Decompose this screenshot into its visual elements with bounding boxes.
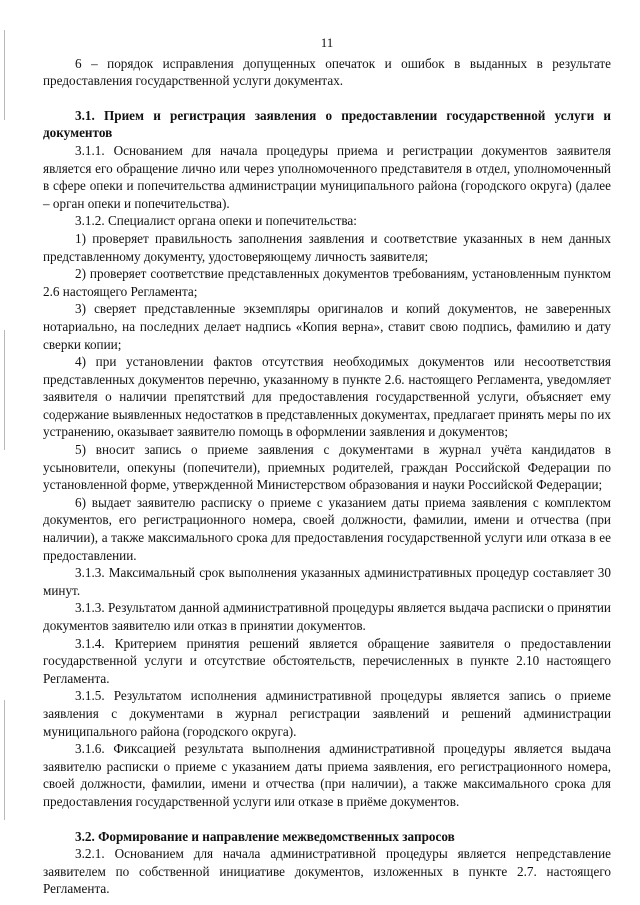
paragraph-3-1-4: 3.1.4. Критерием принятия решений является обращение заявителя о предоставлении государственной услуги и отсутствие обстоятельств, перечисленных в пункте 2.10 настоящего Регламента. <box>43 635 611 686</box>
list-item-2: 2) проверяет соответствие представленных документов требованиям, установленным пунктом 2.6 настоящего Регламента; <box>43 266 611 299</box>
section-heading-3-2: 3.2. Формирование и направление межведомственных запросов <box>75 828 455 844</box>
list-item-6: 6) выдает заявителю расписку о приеме с указанием даты приема заявления с комплектом документов, его регистрационного номера, своей должности, фамилии, имени и отчества (при наличии), а также максимального срока для предоставления государственной услуги или отказа в ее предоставлении. <box>43 494 611 563</box>
paragraph-3-1-5: 3.1.5. Результатом исполнения административной процедуры является запись о приеме заявления с документами в журнал регистрации заявлений и решений администрации муниципального района (городского округа). <box>43 688 611 739</box>
paragraph-3-1-1: 3.1.1. Основанием для начала процедуры приема и регистрации документов заявителя является его обращение лично или через уполномоченного представителя в отдел, уполномоченный в сфере опеки и попечительства администрации муниципального района (городского округа) (далее – орган опеки и попечительства). <box>43 142 611 211</box>
page-number: 11 <box>320 35 334 50</box>
paragraph-3-2-1: 3.2.1. Основанием для начала административной процедуры является непредставление заявителем по собственной инициативе документов, изложенных в пункте 2.7. настоящего Регламента. <box>43 846 611 897</box>
list-item-5: 5) вносит запись о приеме заявления с документами в журнал учёта кандидатов в усыновители, опекуны (попечители), приемных родителей, граждан Российской Федерации по установленной форме, утвержденной Министерством образования и науки Российской Федерации; <box>43 442 611 493</box>
scan-edge-mark <box>4 330 5 450</box>
paragraph-3-1-2: 3.1.2. Специалист органа опеки и попечительства: <box>75 213 357 229</box>
paragraph-3-1-3-result: 3.1.3. Результатом данной административной процедуры является выдача расписки о принятии документов заявителю или отказ в принятии документов. <box>43 600 611 633</box>
paragraph-3-1-3-duration: 3.1.3. Максимальный срок выполнения указанных административных процедур составляет 30 минут. <box>43 565 611 598</box>
list-item-3: 3) сверяет представленные экземпляры оригиналов и копий документов, не заверенных нотариально, на последних делает надпись «Копия верна», ставит свою подпись, фамилию и дату сверки копии; <box>43 301 611 352</box>
list-item-1: 1) проверяет правильность заполнения заявления и соответствие указанных в нем данных представленному документу, удостоверяющему личность заявителя; <box>43 230 611 264</box>
intro-paragraph: 6 – порядок исправления допущенных опечаток и ошибок в выданных в результате предоставления государственной услуги документах. <box>43 55 611 89</box>
list-item-4: 4) при установлении фактов отсутствия необходимых документов или несоответствия представленных документов перечню, указанному в пункте 2.6. настоящего Регламента, уведомляет заявителя о наличии препятствий для предоставления государственной услуги, объясняет ему содержание выявленных недостатков в представленных документах, предлагает принять меры по их устранению, оказывает заявителю помощь в оформлении заявления и документов; <box>43 354 611 440</box>
document-page <box>43 34 611 898</box>
paragraph-3-1-6: 3.1.6. Фиксацией результата выполнения административной процедуры является выдача заявителю расписки о приеме с указанием даты приема заявления, его регистрационного номера, своей должности, фамилии, имени и отчества (при наличии), а также максимального срока для предоставления государственной услуги или отказе в приёме документов. <box>43 741 611 809</box>
section-heading-3-1: 3.1. Прием и регистрация заявления о предоставлении государственной услуги и документов <box>43 107 611 141</box>
scan-edge-mark <box>4 30 5 120</box>
scan-edge-mark <box>4 700 5 820</box>
